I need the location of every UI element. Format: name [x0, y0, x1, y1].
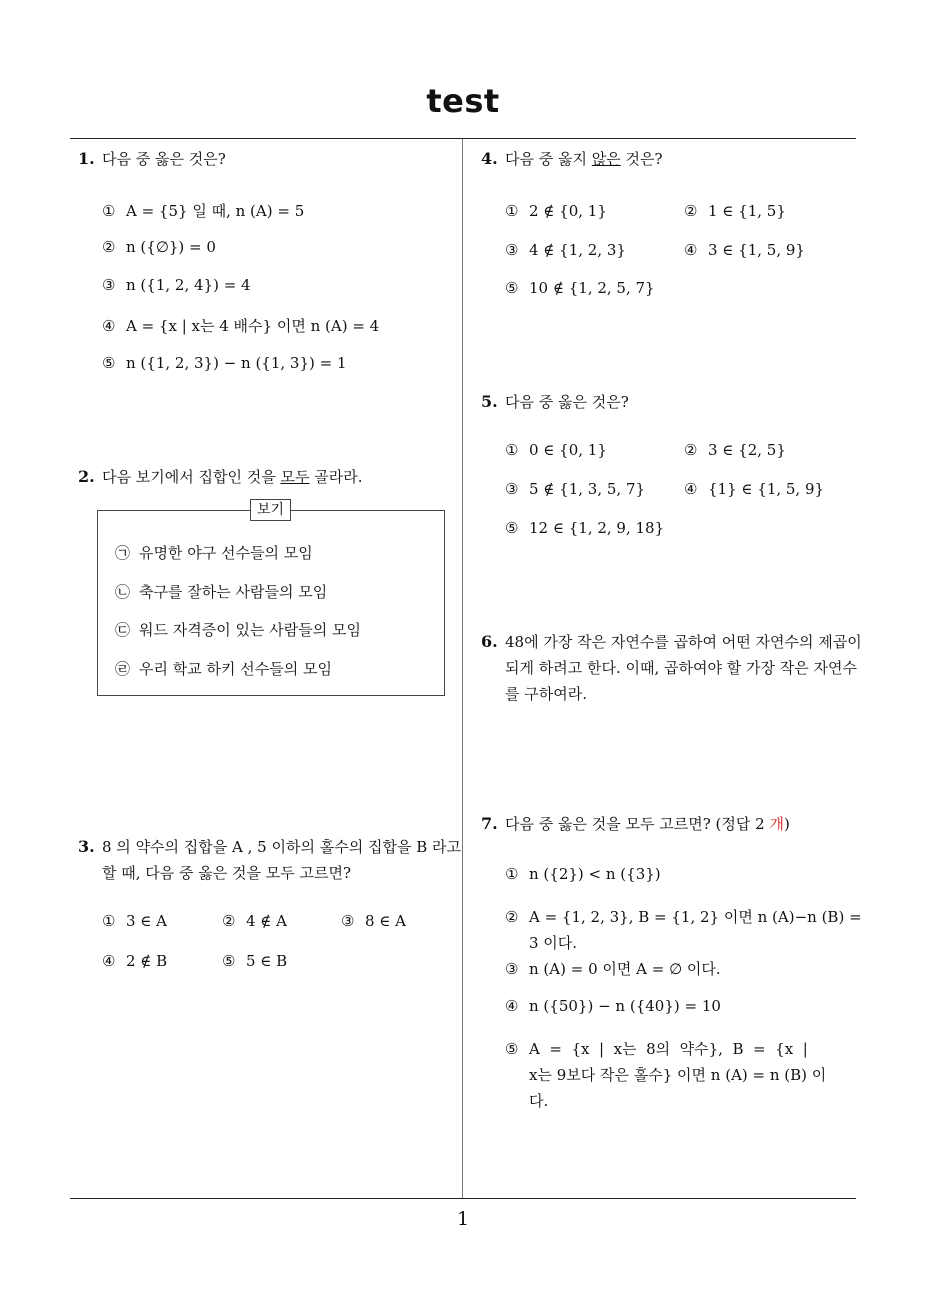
bogi-item-1[interactable]: [115, 542, 313, 563]
question-1: [78, 146, 458, 172]
option-mark: ②: [684, 441, 698, 459]
bogi-item-4[interactable]: [115, 658, 332, 679]
option-mark: ③: [505, 960, 519, 978]
option-text: 2 ∉ B: [126, 952, 168, 970]
option-mark: ⑤: [505, 1040, 519, 1058]
option-4[interactable]: [102, 952, 167, 970]
option-4[interactable]: [684, 241, 805, 259]
option-mark: ⑤: [102, 354, 116, 372]
option-2[interactable]: [505, 904, 862, 956]
option-mark: ④: [102, 952, 116, 970]
option-text-line-1: A = {1, 2, 3}, B = {1, 2} 이면 n (A)−n (B) =: [529, 908, 862, 926]
option-text: n ({1, 2, 3}) − n ({1, 3}) = 1: [126, 354, 347, 372]
item-text: 우리 학교 하키 선수들의 모임: [139, 660, 332, 678]
option-1[interactable]: [102, 912, 167, 930]
answer-count-unit: 개: [769, 815, 784, 833]
option-mark: ①: [102, 202, 116, 220]
option-text: {1} ∈ {1, 5, 9}: [708, 480, 825, 498]
question-number: 1.: [78, 149, 95, 168]
option-1[interactable]: [102, 200, 304, 221]
option-mark: ④: [684, 241, 698, 259]
option-1[interactable]: [505, 202, 607, 220]
question-number: 6.: [481, 632, 498, 651]
page-number: 1: [456, 1208, 470, 1230]
item-mark: ㉡: [115, 583, 131, 601]
option-3[interactable]: [102, 276, 251, 294]
item-text: 유명한 야구 선수들의 모임: [139, 544, 313, 562]
question-number: 7.: [481, 814, 498, 833]
question-text-after: 것은?: [620, 150, 663, 168]
option-text-line-3: 다.: [529, 1092, 549, 1110]
question-text-line-1: 8 의 약수의 집합을 A , 5 이하의 홀수의 집합을 B 라고: [102, 838, 461, 856]
option-2[interactable]: [222, 912, 287, 930]
item-text: 축구를 잘하는 사람들의 모임: [139, 583, 328, 601]
top-rule: [70, 138, 856, 139]
option-2[interactable]: [102, 238, 216, 256]
option-3[interactable]: [505, 958, 721, 979]
question-text-before: 다음 중 옳지: [505, 150, 592, 168]
option-text: 3 ∈ {2, 5}: [708, 441, 786, 459]
bogi-item-2[interactable]: [115, 581, 327, 602]
question-3: [78, 834, 461, 886]
question-text-before: 다음 중 옳은 것을 모두 고르면? (정답 2: [505, 815, 770, 833]
option-text: 5 ∈ B: [246, 952, 288, 970]
option-text: n ({∅}) = 0: [126, 238, 216, 256]
column-divider: [462, 139, 463, 1198]
option-text-line-2: 3 이다.: [529, 934, 578, 952]
option-text: n ({50}) − n ({40}) = 10: [529, 997, 721, 1015]
question-number: 4.: [481, 149, 498, 168]
question-text-underlined: 않은: [591, 150, 621, 168]
option-mark: ②: [684, 202, 698, 220]
option-text: 3 ∈ A: [126, 912, 168, 930]
option-text: n (A) = 0 이면 A = ∅ 이다.: [529, 960, 721, 978]
option-text: 10 ∉ {1, 2, 5, 7}: [529, 279, 655, 297]
option-3[interactable]: [341, 912, 406, 930]
option-5[interactable]: [222, 952, 287, 970]
option-mark: ③: [505, 480, 519, 498]
bottom-rule: [70, 1198, 856, 1199]
option-1[interactable]: [505, 865, 661, 883]
option-4[interactable]: [102, 315, 379, 336]
option-text: 1 ∈ {1, 5}: [708, 202, 786, 220]
question-text-before: 다음 보기에서 집합인 것을: [102, 468, 281, 486]
option-mark: ⑤: [222, 952, 236, 970]
option-text: 2 ∉ {0, 1}: [529, 202, 607, 220]
option-mark: ③: [341, 912, 355, 930]
option-text-line-1: A = {x | x는 8의 약수}, B = {x |: [529, 1040, 808, 1058]
option-5[interactable]: [505, 1036, 826, 1114]
option-3[interactable]: [505, 241, 626, 259]
option-text: 5 ∉ {1, 3, 5, 7}: [529, 480, 646, 498]
question-text-after: 골라라.: [309, 468, 363, 486]
option-4[interactable]: [684, 480, 824, 498]
option-text: 4 ∉ {1, 2, 3}: [529, 241, 626, 259]
option-text: A = {5} 일 때, n (A) = 5: [126, 202, 305, 220]
question-number: 5.: [481, 392, 498, 411]
option-4[interactable]: [505, 997, 721, 1015]
option-text: n ({2}) < n ({3}): [529, 865, 661, 883]
question-2: [78, 464, 458, 490]
option-2[interactable]: [684, 202, 786, 220]
option-mark: ①: [102, 912, 116, 930]
option-mark: ③: [505, 241, 519, 259]
option-5[interactable]: [505, 279, 655, 297]
option-mark: ②: [505, 908, 519, 926]
option-text: 3 ∈ {1, 5, 9}: [708, 241, 805, 259]
question-text-after: ): [783, 815, 790, 833]
option-mark: ①: [505, 441, 519, 459]
option-mark: ①: [505, 865, 519, 883]
question-7: [481, 811, 861, 837]
bogi-label: 보기: [250, 499, 291, 521]
option-text: 12 ∈ {1, 2, 9, 18}: [529, 519, 665, 537]
question-number: 3.: [78, 837, 95, 856]
question-text: 다음 중 옳은 것은?: [505, 393, 629, 411]
question-6: [481, 629, 866, 707]
question-text-line-2: 할 때, 다음 중 옳은 것을 모두 고르면?: [102, 864, 352, 882]
question-text-line-3: 를 구하여라.: [505, 685, 587, 703]
option-5[interactable]: [102, 354, 347, 372]
question-text-underlined: 모두: [280, 468, 310, 486]
option-mark: ④: [684, 480, 698, 498]
item-mark: ㉠: [115, 544, 131, 562]
option-1[interactable]: [505, 441, 607, 459]
option-mark: ④: [102, 317, 116, 335]
question-text: 다음 중 옳은 것은?: [102, 150, 226, 168]
bogi-item-3[interactable]: [115, 619, 361, 640]
question-text-line-2: 되게 하려고 한다. 이때, 곱하여야 할 가장 작은 자연수: [505, 659, 857, 677]
question-4: [481, 146, 861, 172]
item-mark: ㉣: [115, 660, 131, 678]
item-mark: ㉢: [115, 621, 131, 639]
option-text: A = {x | x는 4 배수} 이면 n (A) = 4: [126, 317, 380, 335]
option-mark: ③: [102, 276, 116, 294]
option-mark: ⑤: [505, 279, 519, 297]
option-5[interactable]: [505, 519, 664, 537]
option-mark: ①: [505, 202, 519, 220]
option-text-line-2: x는 9보다 작은 홀수} 이면 n (A) = n (B) 이: [529, 1066, 827, 1084]
option-mark: ②: [222, 912, 236, 930]
option-text: 4 ∉ A: [246, 912, 288, 930]
option-2[interactable]: [684, 441, 786, 459]
question-5: [481, 389, 861, 415]
option-text: n ({1, 2, 4}) = 4: [126, 276, 251, 294]
option-mark: ②: [102, 238, 116, 256]
question-text-line-1: 48에 가장 작은 자연수를 곱하여 어떤 자연수의 제곱이: [505, 633, 862, 651]
page-title: test: [426, 82, 500, 120]
option-text: 8 ∈ A: [365, 912, 407, 930]
option-mark: ④: [505, 997, 519, 1015]
option-text: 0 ∈ {0, 1}: [529, 441, 607, 459]
option-mark: ⑤: [505, 519, 519, 537]
option-3[interactable]: [505, 480, 645, 498]
question-number: 2.: [78, 467, 95, 486]
item-text: 워드 자격증이 있는 사람들의 모임: [139, 621, 361, 639]
